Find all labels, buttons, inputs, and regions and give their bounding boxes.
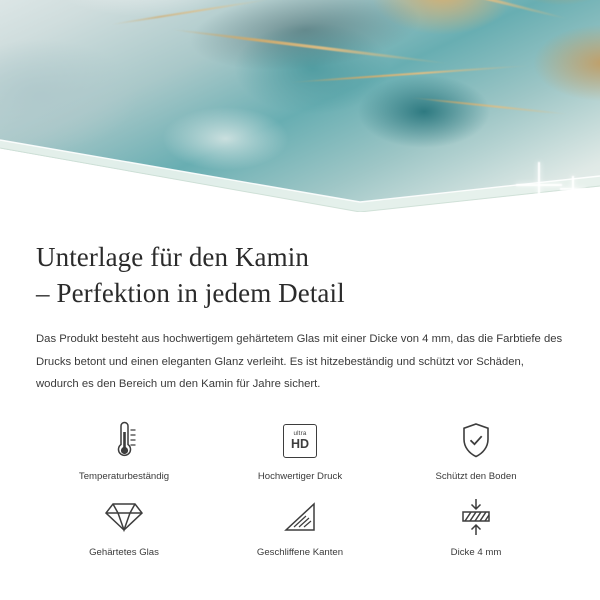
- feature-label: Dicke 4 mm: [450, 547, 502, 559]
- feature-grid: [36, 418, 564, 558]
- feature-item-print-quality: [212, 418, 388, 482]
- title-line-1: Unterlage für den Kamin: [36, 242, 309, 272]
- thickness-arrows-icon: [458, 494, 494, 540]
- title-line-2: – Perfektion in jedem Detail: [36, 277, 345, 308]
- feature-label: Hochwertiger Druck: [257, 471, 343, 483]
- feature-item-polished-edges: [212, 494, 388, 558]
- diamond-icon: [104, 494, 144, 540]
- gold-vein: [410, 97, 569, 116]
- badge-top-text: ultra: [293, 430, 307, 438]
- feature-label: Gehärtetes Glas: [89, 547, 159, 559]
- feature-item-floor-protection: [388, 418, 564, 482]
- feature-label: Geschliffene Kanten: [256, 547, 344, 559]
- feature-item-thickness: [388, 494, 564, 558]
- description-paragraph: Das Produkt besteht aus hochwertigem gehärtetem Glas mit einer Dicke von 4 mm, das die Farbtiefe des Drucks betont und einen eleganten Glanz verleiht. Es ist hitzebeständig und schützt vor Schäden, wodurch es den Bereich um den Kamin für Jahre sichert.: [36, 333, 563, 391]
- ultra-hd-icon: [283, 418, 317, 464]
- shield-check-icon: [459, 418, 493, 464]
- glass-panel-artwork: [0, 0, 600, 212]
- hero-image: [0, 0, 600, 212]
- feature-item-temperature: [36, 418, 212, 482]
- marble-artwork-surface: [0, 0, 600, 212]
- artwork-dark-wash: [135, 0, 475, 102]
- text-content: [0, 212, 600, 558]
- feature-label: Temperaturbeständig: [78, 471, 170, 483]
- page-title: [36, 240, 564, 311]
- polished-edges-icon: [282, 494, 318, 540]
- feature-label: Schützt den Boden: [435, 471, 517, 483]
- feature-item-tempered-glass: [36, 494, 212, 558]
- thermometer-icon: [109, 418, 139, 464]
- badge-bottom-text: HD: [290, 437, 310, 452]
